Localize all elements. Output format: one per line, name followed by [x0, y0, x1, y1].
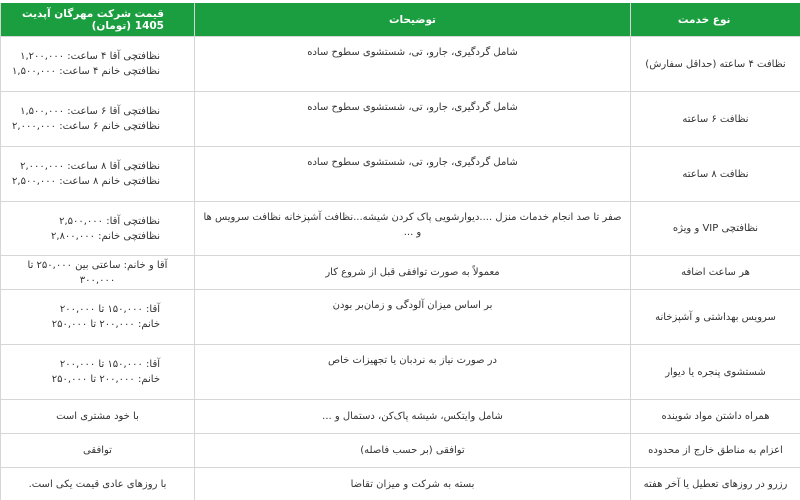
price-cell	[1, 434, 195, 468]
price-cell	[1, 290, 195, 345]
price-cell	[1, 147, 195, 202]
service-cell: شستشوی پنجره یا دیوار	[631, 345, 800, 400]
price-line: با خود مشتری است	[56, 411, 139, 422]
service-cell: نظافت ۴ ساعته (حداقل سفارش)	[631, 37, 800, 92]
price-line: آقا و خانم: ساعتی بین ۲۵۰,۰۰۰ تا ۳۰۰,۰۰۰	[27, 259, 168, 286]
price-line: نظافتچی خانم: ۲,۸۰۰,۰۰۰	[51, 230, 160, 242]
price-line: آقا: ۱۵۰,۰۰۰ تا ۲۰۰,۰۰۰	[59, 359, 160, 370]
table-row	[1, 92, 800, 147]
table-row	[1, 345, 800, 400]
service-cell: سرویس بهداشتی و آشپزخانه	[631, 290, 800, 345]
description-cell: شامل گردگیری، جارو، تی، شستشوی سطوح ساده	[195, 147, 631, 202]
description-cell: شامل گردگیری، جارو، تی، شستشوی سطوح ساده	[195, 37, 631, 92]
price-cell	[1, 468, 195, 500]
price-line: نظافتچی آقا ۴ ساعت: ۱,۲۰۰,۰۰۰	[20, 51, 160, 62]
price-line: نظافتچی خانم ۴ ساعت: ۱,۵۰۰,۰۰۰	[12, 66, 160, 77]
service-cell: همراه داشتن مواد شوینده	[631, 400, 800, 434]
price-cell	[1, 256, 195, 290]
price-line: نظافتچی آقا ۶ ساعت: ۱,۵۰۰,۰۰۰	[20, 106, 160, 117]
table-body	[1, 37, 800, 500]
table-row	[1, 290, 800, 345]
table-row	[1, 202, 800, 256]
description-cell: در صورت نیاز به نردبان یا تجهیزات خاص	[195, 345, 631, 400]
price-cell	[1, 37, 195, 92]
table-header	[1, 3, 800, 37]
header-price: قیمت شرکت مهرگان آپدیت 1405 (تومان)	[1, 3, 195, 37]
price-line: آقا: ۱۵۰,۰۰۰ تا ۲۰۰,۰۰۰	[59, 304, 160, 315]
description-cell: صفر تا صد انجام خدمات منزل ....دیوارشویی پاک کردن شیشه...نظافت آشپزخانه نظافت سرویس ها و ...	[195, 202, 631, 256]
description-cell: شامل وایتکس، شیشه پاک‌کن، دستمال و ...	[195, 400, 631, 434]
table-row	[1, 37, 800, 92]
price-table	[0, 3, 800, 500]
description-cell: توافقی (بر حسب فاصله)	[195, 434, 631, 468]
header-row	[1, 3, 800, 37]
price-cell	[1, 92, 195, 147]
price-cell	[1, 345, 195, 400]
description-cell: بر اساس میزان آلودگی و زمان‌بر بودن	[195, 290, 631, 345]
price-cell	[1, 202, 195, 256]
header-description: توضیحات	[195, 3, 631, 37]
service-cell: نظافت ۸ ساعته	[631, 147, 800, 202]
table-row	[1, 147, 800, 202]
price-line: نظافتچی خانم ۸ ساعت: ۲,۵۰۰,۰۰۰	[12, 176, 160, 187]
description-cell: بسته به شرکت و میزان تقاضا	[195, 468, 631, 500]
price-line: توافقی	[83, 445, 112, 456]
service-cell: رزرو در روزهای تعطیل یا آخر هفته	[631, 468, 800, 500]
service-cell: نظافت ۶ ساعته	[631, 92, 800, 147]
service-cell: هر ساعت اضافه	[631, 256, 800, 290]
price-line: با روزهای عادی قیمت یکی است.	[28, 479, 167, 490]
price-line: نظافتچی آقا ۸ ساعت: ۲,۰۰۰,۰۰۰	[20, 161, 160, 172]
table-row	[1, 400, 800, 434]
service-cell: نظافتچی VIP و ویژه	[631, 202, 800, 256]
price-line: نظافتچی آقا: ۲,۵۰۰,۰۰۰	[59, 215, 160, 227]
table-row	[1, 434, 800, 468]
price-line: نظافتچی خانم ۶ ساعت: ۲,۰۰۰,۰۰۰	[12, 121, 160, 132]
price-line: خانم: ۲۰۰,۰۰۰ تا ۲۵۰,۰۰۰	[51, 319, 160, 330]
service-cell: اعزام به مناطق خارج از محدوده	[631, 434, 800, 468]
table-row	[1, 468, 800, 500]
header-service-type: نوع خدمت	[631, 3, 800, 37]
description-cell: معمولاً به صورت توافقی قبل از شروع کار	[195, 256, 631, 290]
description-cell: شامل گردگیری، جارو، تی، شستشوی سطوح ساده	[195, 92, 631, 147]
price-line: خانم: ۲۰۰,۰۰۰ تا ۲۵۰,۰۰۰	[51, 374, 160, 385]
table-row	[1, 256, 800, 290]
price-cell	[1, 400, 195, 434]
